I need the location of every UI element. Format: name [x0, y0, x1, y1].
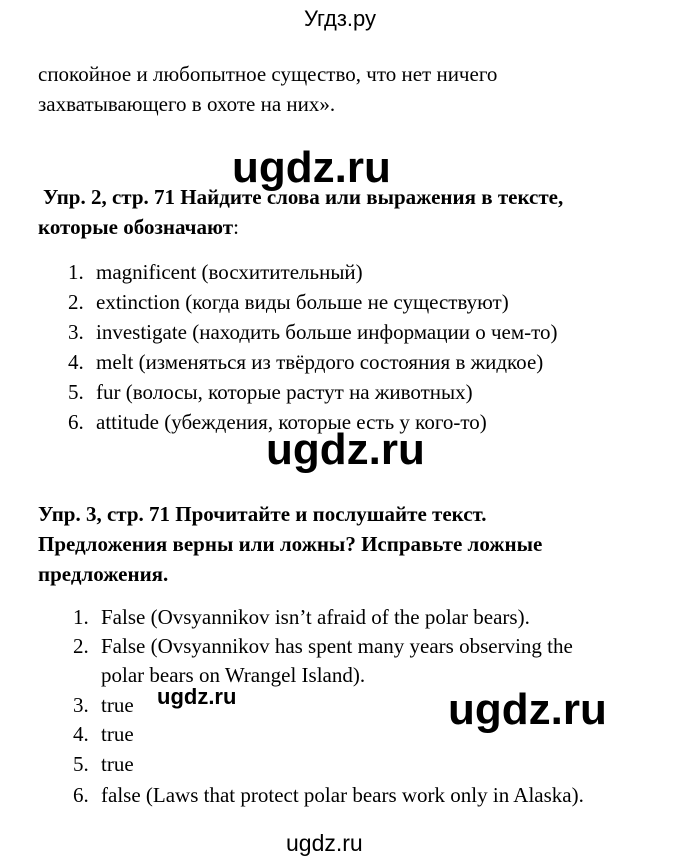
- watermark: ugdz.ru: [157, 684, 237, 709]
- list-item-text: true: [101, 752, 134, 776]
- list-item-number: 2.: [68, 290, 84, 314]
- site-title: Угдз.ру: [303, 6, 377, 31]
- intro-line-2: захватывающего в охоте на них».: [38, 92, 336, 116]
- list-item: [68, 348, 543, 377]
- list-item-number: 3.: [68, 320, 84, 344]
- list-item-text: False (Ovsyannikov isn’t afraid of the polar bears).: [101, 605, 530, 629]
- list-item-text: attitude (убеждения, которые есть у кого-то): [96, 410, 487, 434]
- exercise2-heading-colon: :: [233, 215, 239, 239]
- list-item: [68, 378, 473, 407]
- watermark: ugdz.ru: [266, 425, 425, 474]
- list-item-text: fur (волосы, которые растут на животных): [96, 380, 473, 404]
- list-item: [68, 288, 509, 317]
- list-item-text: true: [101, 693, 134, 717]
- list-item-number: 1.: [68, 260, 84, 284]
- list-item-number: 1.: [73, 605, 89, 629]
- watermark: ugdz.ru: [448, 685, 607, 734]
- exercise2-heading-line2: [38, 213, 239, 242]
- list-item-text: false (Laws that protect polar bears work only in Alaska).: [101, 783, 584, 807]
- exercise3-heading-line2: Предложения верны или ложны? Исправьте ложные: [38, 532, 543, 556]
- list-item-number: 2.: [73, 634, 89, 658]
- exercise3-heading-line3: предложения.: [38, 562, 169, 586]
- list-item-text: magnificent (восхитительный): [96, 260, 363, 284]
- list-item-text: melt (изменяться из твёрдого состояния в жидкое): [96, 350, 544, 374]
- list-item-number: 5.: [73, 752, 89, 776]
- list-item-number: 4.: [73, 722, 89, 746]
- list-item: [73, 781, 584, 810]
- list-item: [73, 691, 134, 720]
- list-item-text: extinction (когда виды больше не существуют): [96, 290, 509, 314]
- exercise3-heading-line1: Упр. 3, стр. 71 Прочитайте и послушайте текст.: [38, 502, 487, 526]
- watermark: ugdz.ru: [286, 830, 363, 856]
- list-item-number: 6.: [73, 783, 89, 807]
- watermark: ugdz.ru: [232, 143, 391, 192]
- list-item-continuation: polar bears on Wrangel Island).: [101, 663, 366, 687]
- list-item: [73, 603, 530, 632]
- list-item-number: 3.: [73, 693, 89, 717]
- list-item-text: true: [101, 722, 134, 746]
- list-item-number: 6.: [68, 410, 84, 434]
- list-item-number: 4.: [68, 350, 84, 374]
- list-item-text: investigate (находить больше информации о чем-то): [96, 320, 558, 344]
- list-item: [73, 632, 573, 661]
- intro-line-1: спокойное и любопытное существо, что нет ничего: [38, 62, 498, 86]
- exercise2-heading-line1: Упр. 2, стр. 71 Найдите слова или выражения в тексте,: [43, 185, 564, 209]
- list-item-text: False (Ovsyannikov has spent many years observing the: [101, 634, 573, 658]
- list-item: [68, 318, 558, 347]
- exercise2-heading-bold: которые обозначают: [38, 215, 234, 239]
- list-item-number: 5.: [68, 380, 84, 404]
- list-item: [73, 720, 134, 749]
- list-item: [73, 750, 134, 779]
- list-item: [68, 258, 363, 287]
